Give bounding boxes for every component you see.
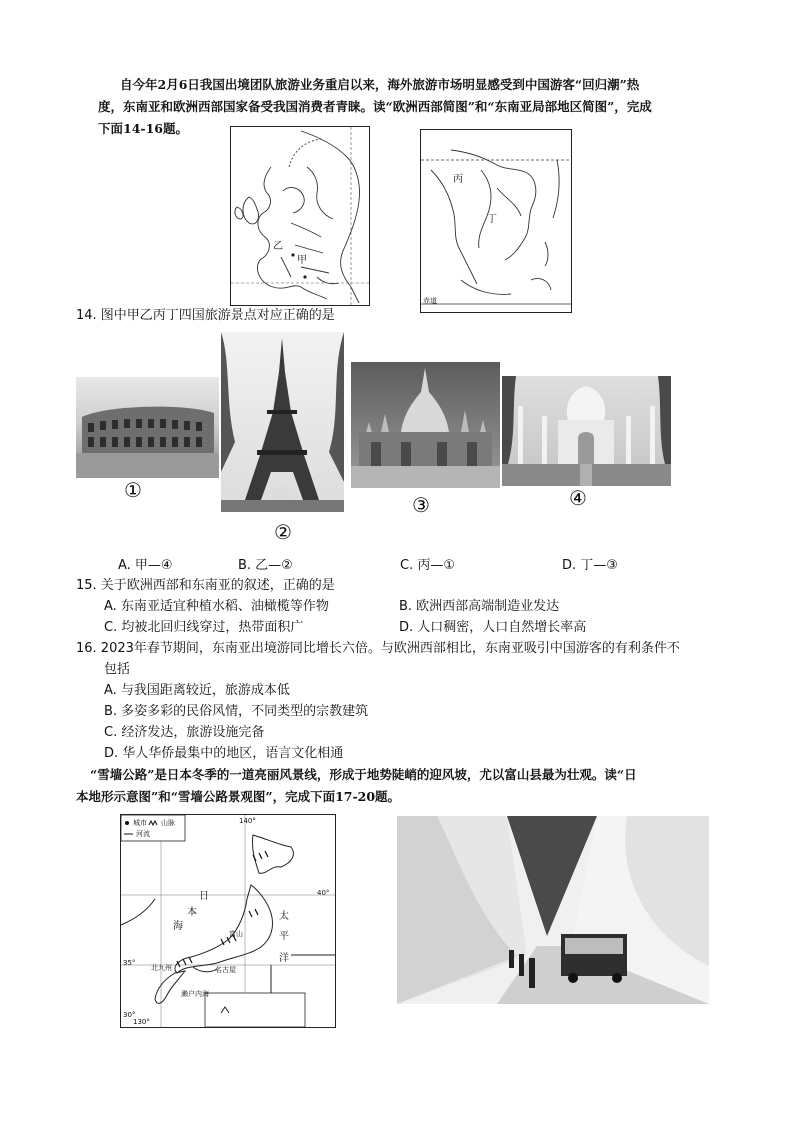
pagoda-drawing xyxy=(351,362,500,488)
colosseum-drawing xyxy=(76,377,219,478)
sea-of-japan-char-2: 本 xyxy=(187,907,197,918)
pacific-char-2: 平 xyxy=(279,931,289,942)
taj-mahal-drawing xyxy=(502,376,671,486)
equator-label: 赤道 xyxy=(423,297,437,305)
japan-map-drawing xyxy=(121,815,335,1027)
europe-map-drawing xyxy=(231,127,369,305)
photo-number-3: ③ xyxy=(412,493,430,517)
western-europe-map xyxy=(230,126,370,306)
label-kitakyushu: 北九州 xyxy=(151,964,172,972)
q16-option-c[interactable]: C. 经济发达，旅游设施完备 xyxy=(104,725,265,740)
photo-colosseum xyxy=(76,377,219,478)
southeast-asia-map xyxy=(420,129,572,313)
photo-number-2: ② xyxy=(274,520,292,544)
sea-of-japan-char-1: 日 xyxy=(199,891,209,902)
label-seto-inland-sea: 濑户内海 xyxy=(181,990,209,998)
intro-2-line-1: “雪墙公路”是日本冬季的一道亮丽风景线，形成于地势陡峭的迎风坡，尤以富山县最为壮观。读“日 xyxy=(90,767,637,782)
q16-option-b[interactable]: B. 多姿多彩的民俗风情，不同类型的宗教建筑 xyxy=(104,704,369,719)
sea-label-ding: 丁 xyxy=(487,214,497,225)
q15-option-d[interactable]: D. 人口稠密，人口自然增长率高 xyxy=(399,620,587,635)
q14-option-d[interactable]: D. 丁—③ xyxy=(562,558,618,573)
lon-label-130: 130° xyxy=(133,1018,150,1026)
legend-mountain: 山脉 xyxy=(161,819,175,827)
legend-city: 城市 xyxy=(133,819,147,827)
intro-paragraph-2 xyxy=(76,764,724,808)
photo-taj-mahal xyxy=(502,376,671,486)
q15-option-c[interactable]: C. 均被北回归线穿过，热带面积广 xyxy=(104,620,304,635)
japan-terrain-map xyxy=(120,814,336,1028)
q15-option-b[interactable]: B. 欧洲西部高端制造业发达 xyxy=(399,599,560,614)
q16-option-a[interactable]: A. 与我国距离较近，旅游成本低 xyxy=(104,683,290,698)
q16-option-d[interactable]: D. 华人华侨最集中的地区，语言文化相通 xyxy=(104,746,344,761)
lat-label-30: 30° xyxy=(123,1011,136,1019)
intro-1-line-1: 自今年2月6日我国出境团队旅游业务重启以来，海外旅游市场明显感受到中国游客“回归潮”热 xyxy=(120,77,640,92)
europe-label-jia: 甲 xyxy=(297,255,307,266)
photo-number-4: ④ xyxy=(569,486,587,510)
sea-label-bing: 丙 xyxy=(453,174,463,185)
label-nagoya: 名古屋 xyxy=(215,966,236,974)
lon-label-140: 140° xyxy=(239,817,256,825)
intro-2-line-2: 本地形示意图”和“雪墙公路景观图”，完成下面17-20题。 xyxy=(76,789,401,804)
pacific-char-1: 太 xyxy=(279,911,289,922)
photo-pagoda xyxy=(351,362,500,488)
eiffel-drawing xyxy=(221,332,344,512)
photo-snow-wall-road xyxy=(397,816,709,1004)
snow-wall-drawing xyxy=(397,816,709,1004)
q14-stem: 14. 图中甲乙丙丁四国旅游景点对应正确的是 xyxy=(76,308,335,323)
q14-option-c[interactable]: C. 丙—① xyxy=(400,558,455,573)
europe-label-yi: 乙 xyxy=(273,241,283,252)
lat-label-35: 35° xyxy=(123,959,136,967)
pacific-char-3: 洋 xyxy=(279,953,289,964)
intro-1-line-3: 下面14-16题。 xyxy=(98,121,188,136)
q14-option-a[interactable]: A. 甲—④ xyxy=(118,558,173,573)
q16-stem-line-2: 包括 xyxy=(104,662,131,677)
photo-number-1: ① xyxy=(124,478,142,502)
q15-option-a[interactable]: A. 东南亚适宜种植水稻、油橄榄等作物 xyxy=(104,599,329,614)
q15-stem: 15. 关于欧洲西部和东南亚的叙述，正确的是 xyxy=(76,578,335,593)
lat-label-40: 40° xyxy=(317,889,330,897)
legend-river: 河流 xyxy=(136,830,150,838)
sea-of-japan-char-3: 海 xyxy=(173,921,183,932)
intro-1-line-2: 度，东南亚和欧洲西部国家备受我国消费者青睐。读“欧洲西部简图”和“东南亚局部地区简图”，完成 xyxy=(98,99,652,114)
q16-stem-line-1: 16. 2023年春节期间，东南亚出境游同比增长六倍。与欧洲西部相比，东南亚吸引中国游客的有利条件不 xyxy=(76,641,680,656)
label-toyama: 富山 xyxy=(229,930,243,938)
photo-eiffel-tower xyxy=(221,332,344,512)
q14-option-b[interactable]: B. 乙—② xyxy=(238,558,293,573)
intro-paragraph-1 xyxy=(98,74,724,140)
